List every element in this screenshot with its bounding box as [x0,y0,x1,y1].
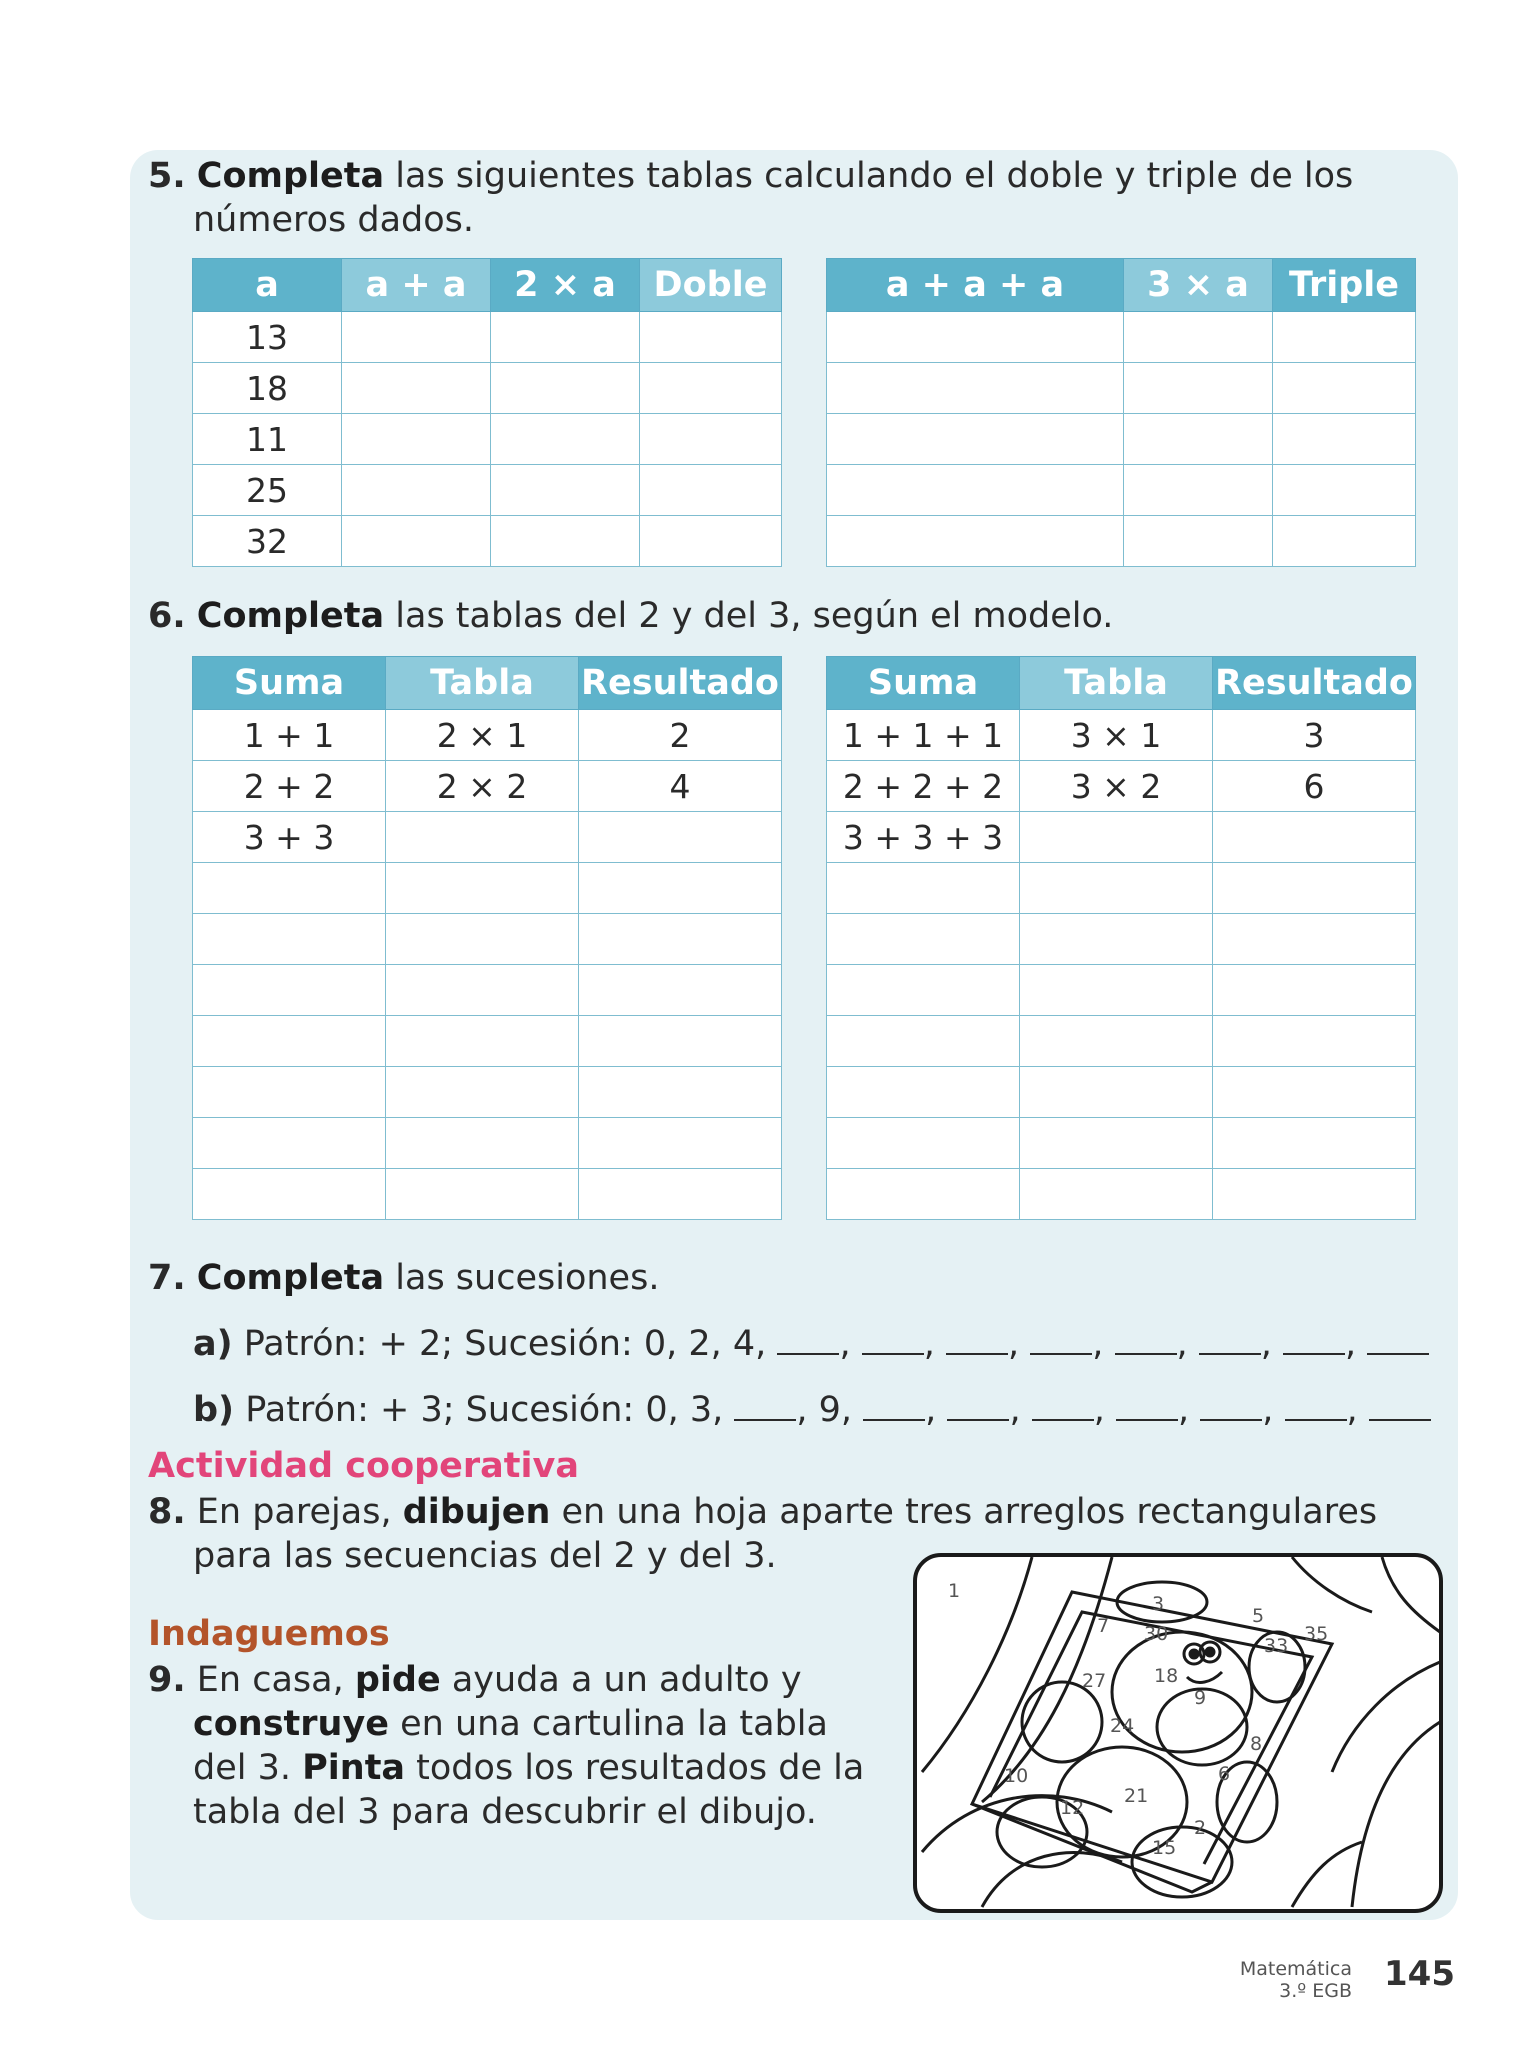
answer-blank[interactable] [946,1325,1008,1355]
answer-blank[interactable] [1200,1391,1262,1421]
answer-cell[interactable] [342,414,491,465]
answer-cell[interactable] [1020,1118,1213,1169]
answer-cell[interactable] [640,414,782,465]
question-verb: construye [193,1704,390,1744]
answer-cell[interactable] [1020,1169,1213,1220]
answer-cell[interactable] [1213,914,1416,965]
question-text: tabla del 3 para descubrir el dibujo. [193,1792,817,1832]
answer-cell[interactable] [1273,516,1416,567]
answer-cell[interactable] [1213,863,1416,914]
table-header: Doble [640,259,782,312]
answer-blank[interactable] [1115,1325,1177,1355]
picture-number: 2 [1194,1817,1207,1839]
table-header: Resultado [1213,657,1416,710]
question-number: 6. [148,596,186,636]
answer-cell[interactable] [827,414,1124,465]
table-cell: 1 + 1 [193,710,386,761]
picture-number: 3 [1152,1593,1165,1615]
answer-blank[interactable] [1285,1391,1347,1421]
sequence-label: b) [193,1390,235,1430]
triple-table [826,258,1416,567]
question-6 [148,594,1113,638]
table-cell: 25 [193,465,342,516]
answer-cell[interactable] [386,1016,579,1067]
answer-cell[interactable] [579,863,782,914]
double-table [192,258,782,567]
table-cell: 3 + 3 [193,812,386,863]
answer-cell[interactable] [1124,516,1273,567]
answer-cell[interactable] [579,965,782,1016]
answer-cell[interactable] [1124,363,1273,414]
answer-cell[interactable] [827,516,1124,567]
answer-cell[interactable] [342,363,491,414]
answer-cell[interactable] [827,465,1124,516]
answer-cell[interactable] [1213,812,1416,863]
picture-number: 5 [1252,1605,1265,1627]
question-number: 5. [148,156,186,196]
answer-cell[interactable] [1213,965,1416,1016]
table-header: 3 × a [1124,259,1273,312]
answer-cell[interactable] [386,1118,579,1169]
answer-cell[interactable] [1020,863,1213,914]
answer-cell[interactable] [579,812,782,863]
answer-cell[interactable] [193,1016,386,1067]
answer-cell[interactable] [579,1067,782,1118]
picture-number: 21 [1124,1785,1149,1807]
question-verb: Completa [196,596,385,636]
footer-subject [1240,1958,1352,2002]
answer-cell[interactable] [827,1016,1020,1067]
question-text-line2: para las secuencias del 2 y del 3. [193,1536,777,1576]
answer-blank[interactable] [1369,1391,1431,1421]
sequence-text: , 9, [796,1390,853,1430]
table-cell: 2 × 2 [386,761,579,812]
question-number: 9. [148,1660,186,1700]
answer-cell[interactable] [1124,312,1273,363]
table-header: Suma [193,657,386,710]
question-text: En parejas, [196,1492,403,1532]
answer-blank[interactable] [734,1391,796,1421]
answer-cell[interactable] [1273,465,1416,516]
answer-blank[interactable] [1116,1391,1178,1421]
table-cell: 3 × 1 [1020,710,1213,761]
table-cell: 11 [193,414,342,465]
page-number: 145 [1384,1954,1455,1994]
answer-cell[interactable] [1124,414,1273,465]
answer-cell[interactable] [1273,414,1416,465]
answer-cell[interactable] [386,914,579,965]
picture-number: 10 [1004,1765,1029,1787]
table-cell: 1 + 1 + 1 [827,710,1020,761]
table-of-2 [192,656,782,1220]
question-9 [148,1658,864,1834]
answer-cell[interactable] [827,914,1020,965]
picture-number: 6 [1218,1763,1231,1785]
answer-blank[interactable] [777,1325,839,1355]
table-cell: 32 [193,516,342,567]
section-title-indaguemos: Indaguemos [148,1614,390,1654]
answer-cell[interactable] [193,1118,386,1169]
answer-cell[interactable] [1273,312,1416,363]
sequence-text: Patrón: + 2; Sucesión: 0, 2, 4, [232,1324,767,1364]
answer-cell[interactable] [193,1067,386,1118]
table-header: Tabla [1020,657,1213,710]
question-verb: Completa [196,156,385,196]
answer-blank[interactable] [1032,1391,1094,1421]
sequence-b: b) Patrón: + 3; Sucesión: 0, 3, , 9, , , , , , , [193,1388,1431,1432]
table-header: Resultado [579,657,782,710]
table-header: Tabla [386,657,579,710]
question-verb: dibujen [402,1492,551,1532]
answer-cell[interactable] [491,312,640,363]
question-text: del 3. [193,1748,303,1788]
section-title-cooperative: Actividad cooperativa [148,1446,579,1486]
question-7 [148,1256,659,1300]
sequence-text: Patrón: + 3; Sucesión: 0, 3, [234,1390,724,1430]
picture-number: 27 [1082,1670,1107,1692]
answer-cell[interactable] [827,363,1124,414]
answer-cell[interactable] [342,312,491,363]
answer-cell[interactable] [827,1118,1020,1169]
question-verb: Completa [196,1258,385,1298]
answer-cell[interactable] [1020,812,1213,863]
answer-cell[interactable] [342,516,491,567]
question-verb: pide [354,1660,441,1700]
footer-grade: 3.º EGB [1279,1980,1352,2002]
answer-cell[interactable] [342,465,491,516]
table-cell: 6 [1213,761,1416,812]
answer-cell[interactable] [193,965,386,1016]
answer-cell[interactable] [1273,363,1416,414]
answer-cell[interactable] [386,1067,579,1118]
answer-cell[interactable] [1020,1067,1213,1118]
table-cell: 13 [193,312,342,363]
answer-cell[interactable] [579,1169,782,1220]
answer-cell[interactable] [579,1118,782,1169]
answer-cell[interactable] [386,965,579,1016]
answer-blank[interactable] [947,1391,1009,1421]
picture-number: 1 [948,1580,961,1602]
answer-cell[interactable] [491,516,640,567]
answer-cell[interactable] [1020,914,1213,965]
picture-number: 9 [1194,1687,1207,1709]
table-cell: 4 [579,761,782,812]
answer-cell[interactable] [1213,1016,1416,1067]
question-text: en una cartulina la tabla [389,1704,828,1744]
answer-cell[interactable] [640,312,782,363]
table-cell: 2 × 1 [386,710,579,761]
table-header: Triple [1273,259,1416,312]
question-number: 7. [148,1258,186,1298]
sequence-label: a) [193,1324,233,1364]
table-header: 2 × a [491,259,640,312]
question-text: en una hoja aparte tres arreglos rectangulares [550,1492,1378,1532]
table-cell: 3 + 3 + 3 [827,812,1020,863]
answer-cell[interactable] [579,1016,782,1067]
answer-cell[interactable] [827,965,1020,1016]
picture-number: 18 [1154,1665,1179,1687]
table-header: a [193,259,342,312]
sequence-a: a) Patrón: + 2; Sucesión: 0, 2, 4, , , , , , , , [193,1322,1429,1366]
answer-cell[interactable] [827,1067,1020,1118]
answer-cell[interactable] [827,863,1020,914]
answer-cell[interactable] [491,414,640,465]
table-cell: 2 + 2 + 2 [827,761,1020,812]
footer-subject-text: Matemática [1239,1958,1352,1980]
answer-cell[interactable] [1020,1016,1213,1067]
answer-cell[interactable] [1020,965,1213,1016]
answer-blank[interactable] [1030,1325,1092,1355]
answer-cell[interactable] [386,863,579,914]
table-cell: 2 [579,710,782,761]
question-verb: Pinta [302,1748,406,1788]
answer-cell[interactable] [386,812,579,863]
answer-blank[interactable] [1367,1325,1429,1355]
table-cell: 3 [1213,710,1416,761]
answer-cell[interactable] [640,363,782,414]
table-header: Suma [827,657,1020,710]
picture-number: 8 [1250,1733,1263,1755]
question-5 [148,154,1388,242]
answer-blank[interactable] [863,1391,925,1421]
table-cell: 18 [193,363,342,414]
answer-cell[interactable] [491,465,640,516]
table-cell: 3 × 2 [1020,761,1213,812]
answer-blank[interactable] [862,1325,924,1355]
answer-blank[interactable] [1283,1325,1345,1355]
answer-blank[interactable] [1199,1325,1261,1355]
answer-cell[interactable] [193,1169,386,1220]
picture-number: 35 [1304,1623,1329,1645]
picture-number: 24 [1110,1715,1135,1737]
answer-cell[interactable] [491,363,640,414]
answer-cell[interactable] [1213,1118,1416,1169]
answer-cell[interactable] [640,465,782,516]
table-header: a + a [342,259,491,312]
answer-cell[interactable] [1213,1169,1416,1220]
picture-number: 15 [1152,1837,1177,1859]
picture-number: 33 [1264,1635,1289,1657]
answer-cell[interactable] [579,914,782,965]
question-text-line2: números dados. [193,200,475,240]
question-text: En casa, [196,1660,355,1700]
answer-cell[interactable] [1213,1067,1416,1118]
question-text: todos los resultados de la [405,1748,865,1788]
picture-number: 7 [1097,1615,1110,1637]
answer-cell[interactable] [827,1169,1020,1220]
answer-cell[interactable] [193,863,386,914]
answer-cell[interactable] [827,312,1124,363]
question-number: 8. [148,1492,186,1532]
question-text: ayuda a un adulto y [440,1660,802,1700]
answer-cell[interactable] [193,914,386,965]
picture-number: 12 [1060,1797,1085,1819]
answer-cell[interactable] [640,516,782,567]
table-cell: 2 + 2 [193,761,386,812]
table-header: a + a + a [827,259,1124,312]
table-of-3 [826,656,1416,1220]
question-text: las siguientes tablas calculando el doble y triple de los [384,156,1354,196]
answer-cell[interactable] [386,1169,579,1220]
color-by-number-picture [912,1552,1444,1914]
answer-cell[interactable] [1124,465,1273,516]
question-text: las tablas del 2 y del 3, según el modelo. [384,596,1114,636]
picture-number: 30 [1144,1623,1169,1645]
question-text: las sucesiones. [384,1258,660,1298]
